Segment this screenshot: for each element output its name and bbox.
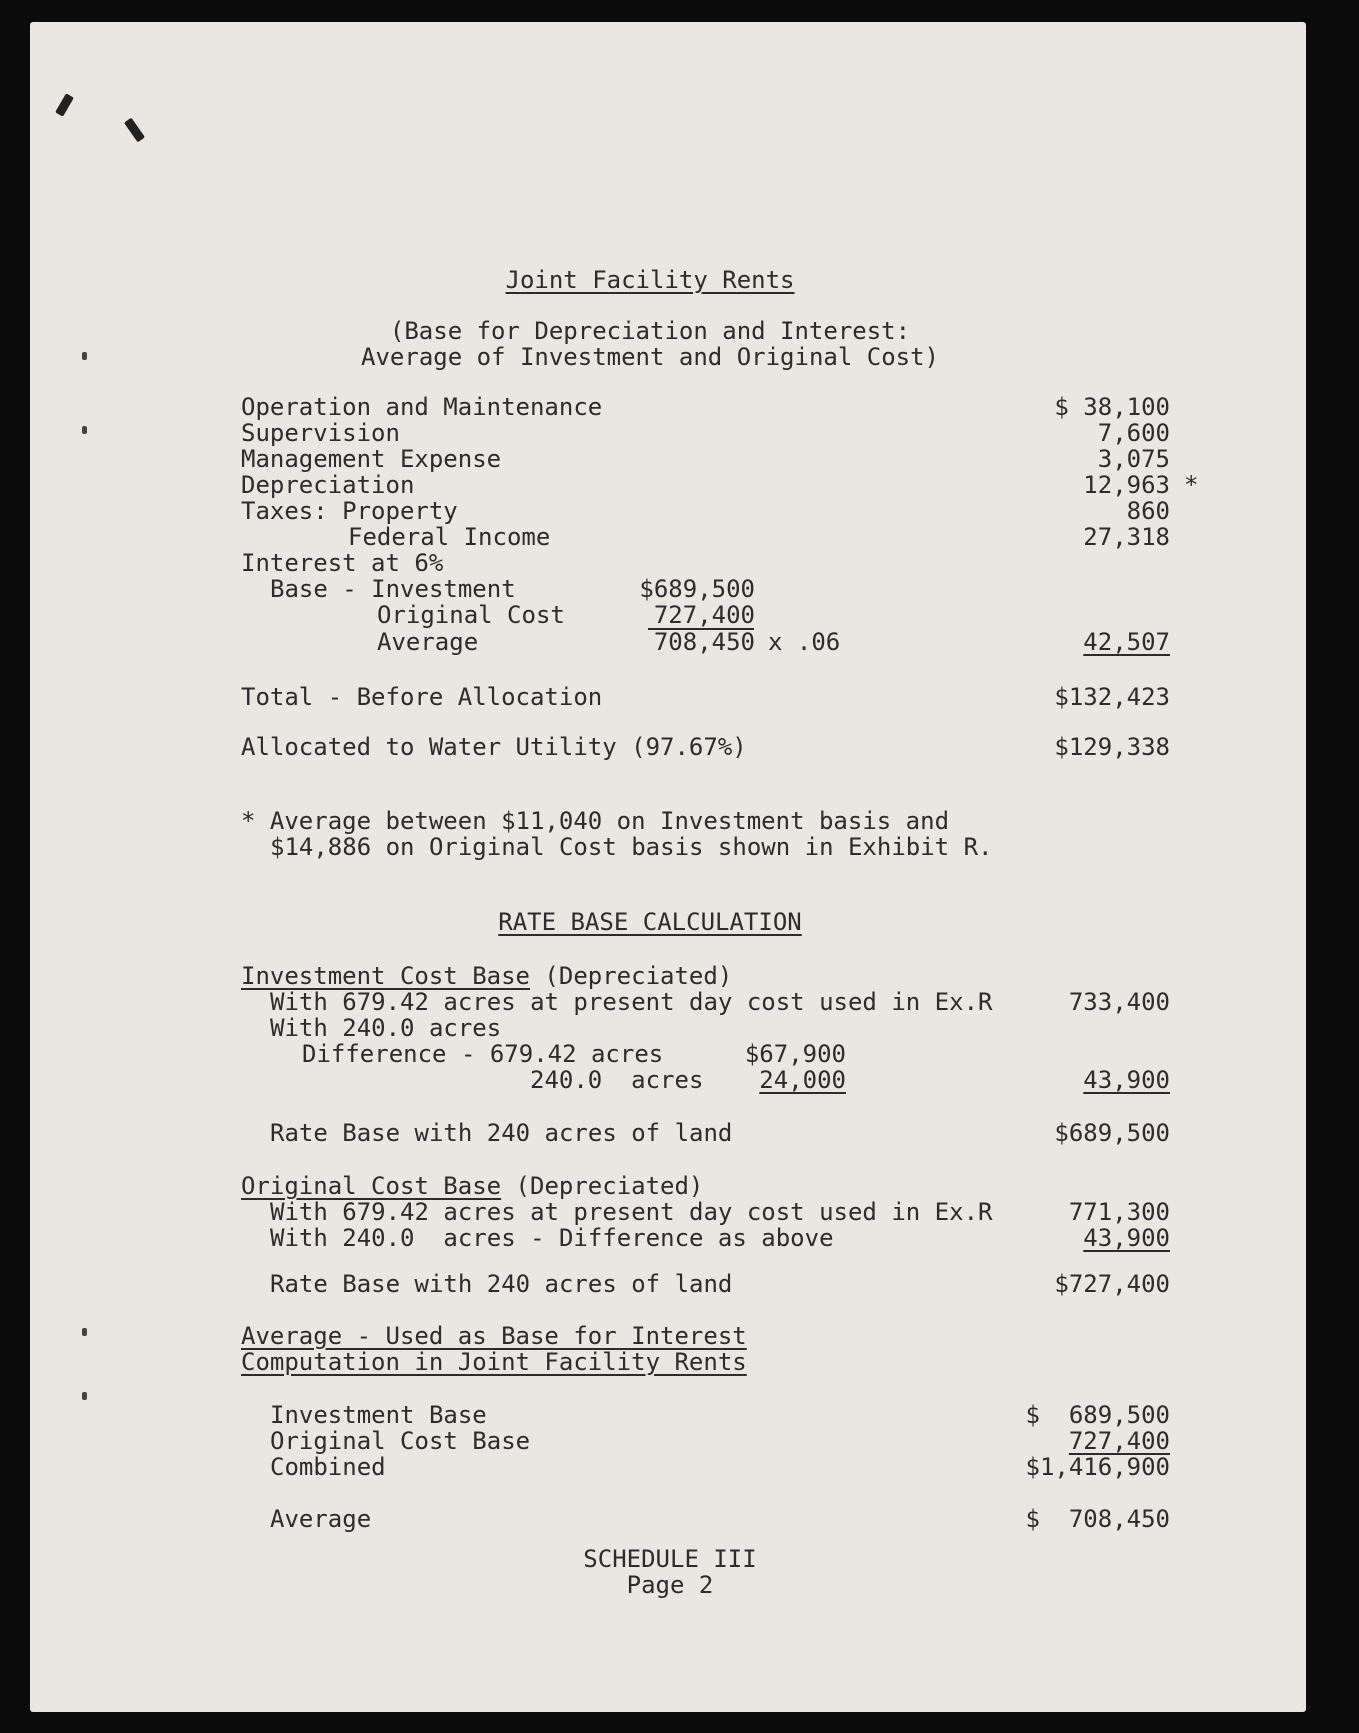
investment-heading-suffix: (Depreciated) — [529, 962, 733, 990]
expense-value: 12,963 — [1083, 471, 1170, 499]
diff-label-2: 240.0 acres — [530, 1066, 704, 1094]
orig-line-2-value: 43,900 — [1083, 1224, 1170, 1252]
inv-line-2: With 240.0 acres — [270, 1014, 502, 1042]
investment-heading-row — [241, 963, 732, 989]
combined-label: Combined — [270, 1453, 386, 1481]
expense-value: 27,318 — [1083, 523, 1170, 551]
rate-base-heading: RATE BASE CALCULATION — [498, 908, 802, 936]
diff-value-1: $67,900 — [744, 1040, 846, 1068]
expense-label: Management Expense — [241, 445, 502, 473]
expense-value: 3,075 — [1097, 445, 1170, 473]
page-number: Page 2 — [626, 1571, 714, 1599]
ink-mark — [55, 93, 74, 117]
combined-value: $1,416,900 — [1025, 1453, 1170, 1481]
orig-line-2: With 240.0 acres - Difference as above — [270, 1224, 834, 1252]
expense-value: 860 — [1126, 497, 1170, 525]
diff-label: Difference - 679.42 acres — [302, 1040, 664, 1068]
expense-value: 7,600 — [1097, 419, 1170, 447]
investment-heading: Investment Cost Base — [241, 962, 530, 990]
investment-base-value: $ 689,500 — [1025, 1401, 1170, 1429]
schedule-label: SCHEDULE III — [583, 1545, 757, 1573]
expense-label: Operation and Maintenance — [241, 393, 603, 421]
inv-rate-label: Rate Base with 240 acres of land — [270, 1119, 733, 1147]
inv-rate-value: $689,500 — [1054, 1119, 1170, 1147]
orig-line-1-value: 771,300 — [1068, 1198, 1170, 1226]
average-heading-2: Computation in Joint Facility Rents — [241, 1348, 747, 1376]
expense-label: Depreciation — [241, 471, 415, 499]
total-before-label: Total - Before Allocation — [241, 683, 603, 711]
allocated-label: Allocated to Water Utility (97.67%) — [241, 733, 747, 761]
interest-investment: $689,500 — [639, 575, 755, 603]
ink-mark — [124, 118, 145, 143]
original-base-label: Original Cost Base — [270, 1427, 531, 1455]
expense-label: Supervision — [241, 419, 400, 447]
original-base-value: 727,400 — [1068, 1427, 1170, 1455]
inv-line-1: With 679.42 acres at present day cost used in Ex.R — [270, 988, 993, 1016]
diff-result: 43,900 — [1083, 1066, 1170, 1094]
diff-value-2: 24,000 — [759, 1066, 846, 1094]
original-heading-suffix: (Depreciated) — [501, 1172, 704, 1200]
punch-mark — [82, 426, 87, 434]
average-value: $ 708,450 — [1025, 1505, 1170, 1533]
footnote-line-1: * Average between $11,040 on Investment basis and — [241, 807, 950, 835]
footnote-marker: * — [1184, 471, 1199, 499]
punch-mark — [82, 1328, 87, 1336]
interest-base-label: Base - Investment — [270, 575, 516, 603]
interest-result: 42,507 — [1083, 628, 1170, 656]
interest-original: 727,400 — [653, 601, 755, 629]
total-before-value: $132,423 — [1054, 683, 1170, 711]
orig-line-1: With 679.42 acres at present day cost used in Ex.R — [270, 1198, 993, 1226]
interest-average-label: Average — [377, 628, 479, 656]
document-page — [30, 22, 1306, 1712]
original-heading-row — [241, 1173, 703, 1199]
subtitle-line-2: Average of Investment and Original Cost) — [361, 343, 939, 371]
original-heading: Original Cost Base — [241, 1172, 502, 1200]
orig-rate-label: Rate Base with 240 acres of land — [270, 1270, 733, 1298]
expense-label: Federal Income — [348, 523, 551, 551]
interest-original-label: Original Cost — [377, 601, 565, 629]
punch-mark — [82, 352, 87, 360]
document-title: Joint Facility Rents — [505, 266, 795, 294]
subtitle-line-1: (Base for Depreciation and Interest: — [389, 317, 911, 345]
inv-line-1-value: 733,400 — [1068, 988, 1170, 1016]
expense-label: Taxes: Property — [241, 497, 458, 525]
average-label: Average — [270, 1505, 372, 1533]
average-heading-1: Average - Used as Base for Interest — [241, 1322, 747, 1350]
orig-rate-value: $727,400 — [1054, 1270, 1170, 1298]
allocated-value: $129,338 — [1054, 733, 1170, 761]
interest-average: 708,450 — [653, 628, 755, 656]
interest-label: Interest at 6% — [241, 549, 444, 577]
interest-rate: x .06 — [768, 628, 841, 656]
footnote-line-2: $14,886 on Original Cost basis shown in Exhibit R. — [270, 833, 993, 861]
investment-base-label: Investment Base — [270, 1401, 487, 1429]
punch-mark — [82, 1392, 87, 1400]
expense-value: $ 38,100 — [1054, 393, 1170, 421]
